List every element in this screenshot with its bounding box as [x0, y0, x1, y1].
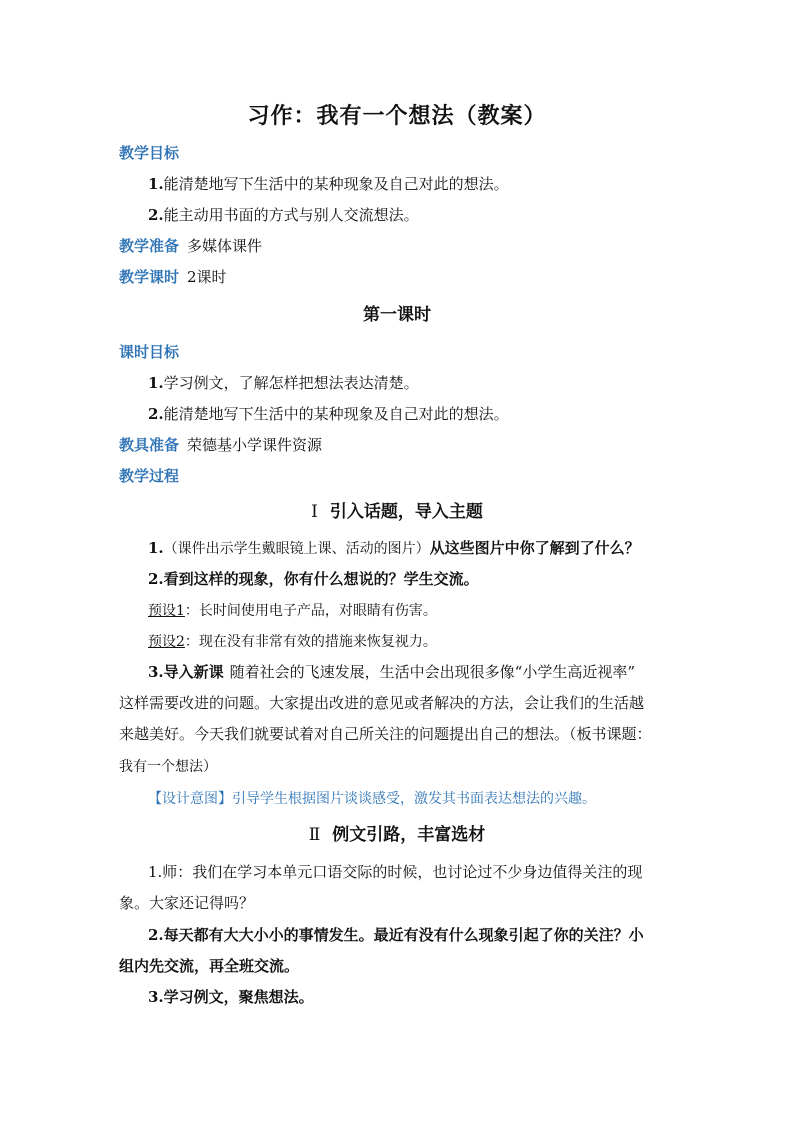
preset-answer-2 [148, 632, 437, 652]
section-title-text: 例文引路，丰富选材 [332, 825, 486, 845]
preset-label: 预设2 [148, 634, 185, 650]
section-numeral: Ⅱ [308, 825, 321, 845]
goal-text: 能主动用书面的方式与别人交流想法。 [163, 206, 419, 224]
goal-number: 1. [148, 374, 164, 392]
section-2-title [0, 823, 794, 847]
lesson-goal-1 [148, 373, 419, 393]
teaching-prep-heading: 教学准备 [119, 237, 180, 255]
teaching-goal-2 [148, 205, 419, 225]
section-1-intro-line-2: 这样需要改进的问题。大家提出改进的意见或者解决的方法，会让我们的生活越 [119, 694, 645, 712]
document-title: 习作：我有一个想法（教案） [247, 103, 547, 129]
teaching-process-heading: 教学过程 [119, 467, 180, 485]
teaching-goal-1 [148, 174, 509, 194]
preset-answer-1 [148, 601, 437, 621]
goal-number: 2. [148, 405, 164, 423]
preset-text: ：现在没有非常有效的措施来恢复视力。 [184, 634, 437, 650]
goal-number: 1. [148, 175, 164, 193]
teaching-goals-heading: 教学目标 [119, 144, 180, 162]
goal-text: 能清楚地写下生活中的某种现象及自己对此的想法。 [163, 405, 509, 423]
section-2-item-2-line-2: 组内先交流，再全班交流。 [119, 957, 300, 975]
goal-number: 2. [148, 206, 164, 224]
teaching-tools-text: 荣德基小学课件资源 [187, 436, 323, 454]
preset-text: ：长时间使用电子产品，对眼睛有伤害。 [184, 603, 437, 619]
teaching-prep-line [119, 236, 262, 256]
goal-text: 学习例文，了解怎样把想法表达清楚。 [163, 374, 419, 392]
section-title-text: 引入话题，导入主题 [329, 502, 483, 522]
teaching-hours-heading: 教学课时 [119, 268, 180, 286]
section-2-item-3: 3.学习例文，聚焦想法。 [148, 988, 314, 1006]
design-intent-text: 引导学生根据图片谈谈感受，激发其书面表达想法的兴趣。 [232, 791, 596, 807]
lesson-goal-2 [148, 404, 509, 424]
intro-text: 随着社会的飞速发展，生活中会出现很多像“小学生高近视率” [229, 663, 636, 681]
question-number: 1. [148, 539, 164, 557]
teaching-tools-line [119, 435, 322, 455]
section-1-intro-line-4: 我有一个想法） [119, 759, 217, 775]
section-2-item-1-line-2: 象。大家还记得吗？ [119, 894, 255, 912]
goal-text: 能清楚地写下生活中的某种现象及自己对此的想法。 [163, 175, 509, 193]
lesson-goals-heading: 课时目标 [119, 343, 180, 361]
section-1-intro-line-1 [148, 662, 635, 682]
intro-heading: 3.导入新课 [148, 663, 224, 681]
teaching-tools-heading: 教具准备 [119, 436, 180, 454]
section-2-item-2-line-1: 2.每天都有大大小小的事情发生。最近有没有什么现象引起了你的关注？小 [148, 926, 644, 944]
teaching-hours-line [119, 267, 227, 287]
section-numeral: Ⅰ [311, 502, 318, 522]
question-text: 从这些图片中你了解到了什么？ [429, 539, 640, 557]
lesson-title: 第一课时 [363, 305, 431, 325]
section-1-question-2: 2.看到这样的现象，你有什么想说的？学生交流。 [148, 570, 479, 588]
teaching-prep-text: 多媒体课件 [187, 237, 263, 255]
preset-label: 预设1 [148, 603, 185, 619]
design-intent-label: 【设计意图】 [148, 791, 232, 807]
design-intent [148, 789, 596, 809]
section-1-title [0, 500, 794, 524]
section-1-intro-line-3: 来越美好。今天我们就要试着对自己所关注的问题提出自己的想法。（板书课题： [119, 725, 652, 743]
section-2-item-1-line-1: 1.师：我们在学习本单元口语交际的时候，也讨论过不少身边值得关注的现 [148, 863, 643, 881]
courseware-note: （课件出示学生戴眼镜上课、活动的图片） [163, 541, 430, 557]
teaching-hours-text: 2课时 [187, 268, 227, 286]
section-1-question-1 [148, 538, 640, 559]
